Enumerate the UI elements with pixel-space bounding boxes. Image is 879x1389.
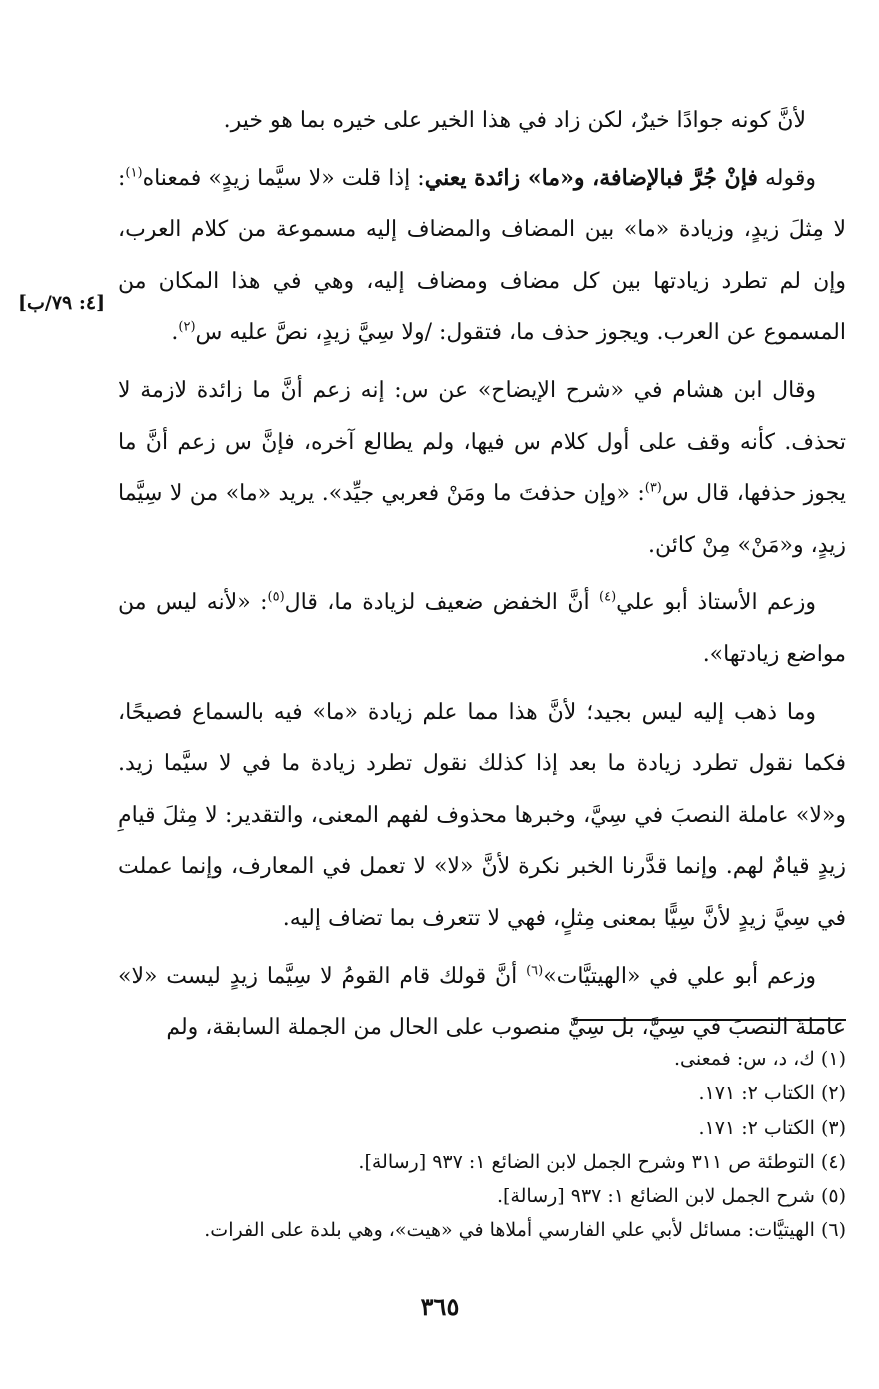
text-run: : لا مِثلَ زيدٍ، وزيادة «ما» بين المضاف والمضاف إليه مسموعة من كلام العرب، وإن لم تطرد زيادتها بين كل مضاف ومضاف إليه، وهي في هذا المكان من المسموع عن العرب. ويجوز حذف ما، فتقول: /ولا سِيَّ زيدٍ، نصَّ عليه س <box>118 165 846 346</box>
margin-folio-note: [٤: ٧٩/ب] <box>18 292 106 314</box>
footnote-marker: (١) <box>125 165 143 181</box>
footnote-2: (٢) الكتاب ٢: ١٧١. <box>698 1082 846 1105</box>
main-text-body <box>118 95 846 1060</box>
text-run: . <box>171 320 179 346</box>
text-run: وما ذهب إليه ليس بجيد؛ لأنَّ هذا مما علم زيادة «ما» فيه بالسماع فصيحًا، فكما نقول تطرد زيادة ما بعد إذا كذلك نقول تطرد زيادة ما في لا سيَّما زيد. و«لا» عاملة النصبَ في سِيَّ، وخبرها محذوف لفهم المعنى، والتقدير: لا مِثلَ قيامِ زيدٍ قيامٌ لهم. وإنما قدَّرنا الخبر نكرة لأنَّ «لا» لا تعمل في المعارف، وإنما عملت في سِيَّ زيدٍ لأنَّ سِيًّا بمعنى مِثلٍ، فهي لا تتعرف بما تضاف إليه. <box>118 699 846 931</box>
text-run: أنَّ قولك قام القومُ لا سِيَّما زيدٍ ليست «لا» عاملةَ النصبَ في سِيَّ، بل سِيَّ منصوب على الحال من الجملة السابقة، ولم <box>118 963 846 1041</box>
page-number: ٣٦٥ <box>420 1292 460 1321</box>
paragraph-p6 <box>118 951 846 1054</box>
text-run: لأنَّ كونه جوادًا خيرٌ، لكن زاد في هذا الخير على خيره بما هو خير. <box>223 108 806 133</box>
text-run: : «لأنه ليس من مواضع زيادتها». <box>118 590 846 667</box>
footnote-marker: (٥) <box>267 590 285 606</box>
footnote-1: (١) ك، د، س: فمعنى. <box>673 1048 846 1070</box>
footnote-4: (٤) التوطئة ص ٣١١ وشرح الجمل لابن الضائع ١: ٩٣٧ [رسالة]. <box>358 1150 846 1173</box>
footnote-marker: (٢) <box>178 320 196 336</box>
paragraph-p1 <box>118 95 846 147</box>
quoted-text-bold: فإنْ جُرَّ فبالإضافة، و«ما» زائدة يعني <box>424 164 758 191</box>
text-run: وقال ابن هشام في «شرح الإيضاح» عن س: إنه زعم أنَّ ما زائدة لازمة لا تحذف. كأنه وقف على أول كلام س فيها، ولم يطالع آخره، فإنَّ س زعم أنَّ ما يجوز حذفها، قال س <box>118 377 846 507</box>
text-run: وقوله <box>757 165 816 191</box>
paragraph-p3 <box>118 365 846 571</box>
footnote-5: (٥) شرح الجمل لابن الضائع ١: ٩٣٧ [رسالة]. <box>496 1185 846 1208</box>
footnote-6: (٦) الهيتيَّات: مسائل لأبي علي الفارسي أملاها في «هيت»، وهي بلدة على الفرات. <box>204 1219 846 1242</box>
footnote-marker: (٣) <box>644 480 662 496</box>
paragraph-p5 <box>118 687 846 945</box>
footnote-3: (٣) الكتاب ٢: ١٧١. <box>698 1116 846 1139</box>
text-run: وزعم أبو علي في «الهيتيَّات» <box>543 963 816 989</box>
text-run: : إذا قلت «لا سيَّما زيدٍ» فمعناه <box>142 165 425 191</box>
text-run: وزعم الأستاذ أبو علي <box>616 590 816 616</box>
text-run: : «وإن حذفتَ ما ومَنْ فعربي جيِّد». يريد «ما» من لا سِيَّما زيدٍ، و«مَنْ» مِنْ كائن. <box>118 481 846 558</box>
paragraph-p4 <box>118 577 846 680</box>
footnote-separator-rule <box>573 1019 846 1021</box>
footnote-marker: (٦) <box>526 963 544 979</box>
footnotes-section <box>200 1042 846 1248</box>
paragraph-p2 <box>118 153 846 359</box>
text-run: أنَّ الخفض ضعيف لزيادة ما، قال <box>284 590 600 616</box>
footnote-marker: (٤) <box>599 590 617 606</box>
